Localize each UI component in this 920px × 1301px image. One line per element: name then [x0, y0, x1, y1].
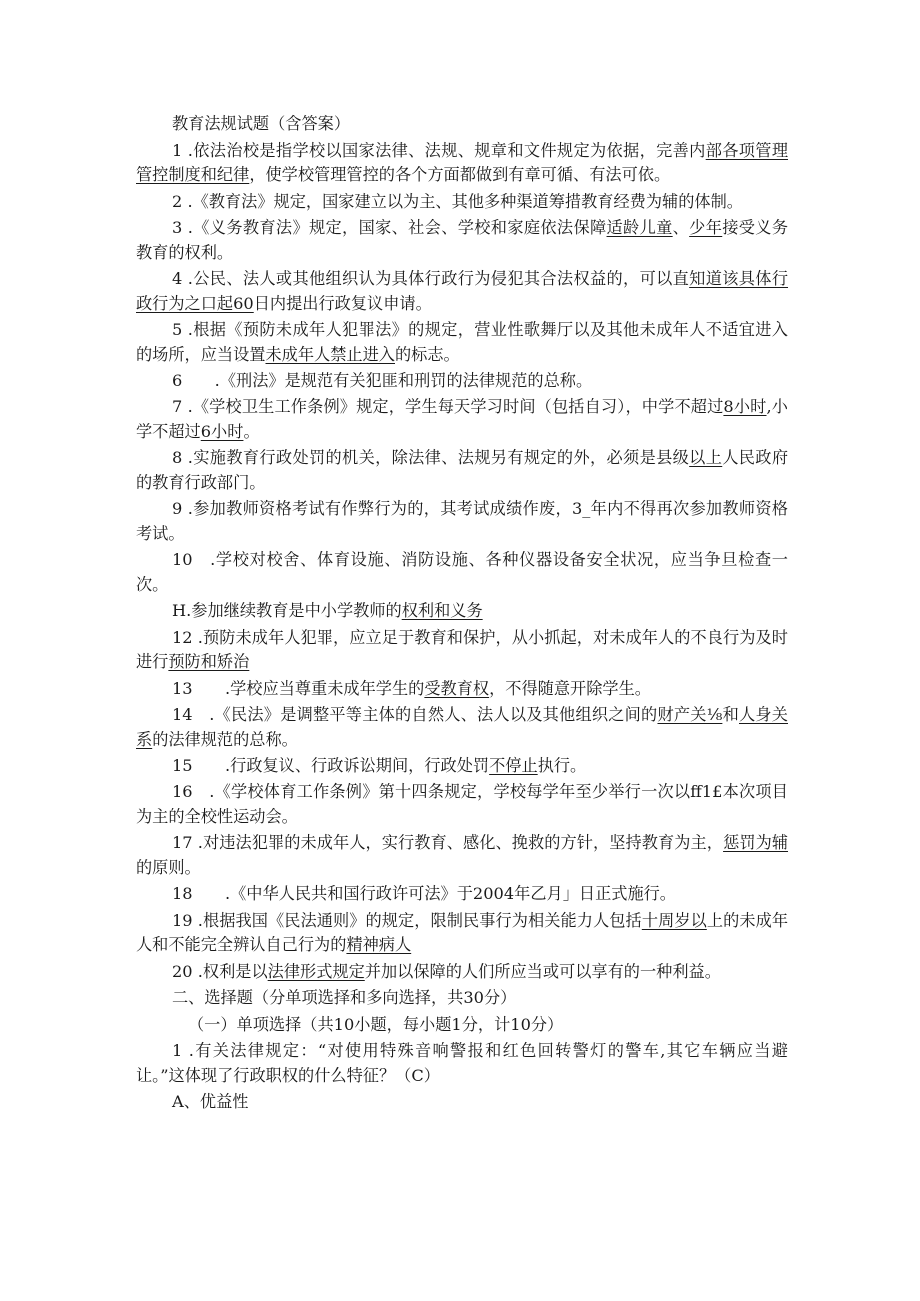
- question-q13: [136, 677, 788, 702]
- question-text: 和: [722, 705, 739, 725]
- document-body: [136, 112, 788, 1116]
- question-text: 19 .根据我国《民法通则》的规定，限制民事行为相关能力人包括: [172, 910, 642, 930]
- question-text: 。: [243, 421, 260, 441]
- question-q10: [136, 548, 788, 597]
- question-q12: [136, 626, 788, 675]
- question-text: 执行。: [537, 756, 587, 775]
- question-text: 16 .《学校体育工作条例》第十四条规定，学校每学年至少举行一次以ff1£本次项目为主的全校性运动会。: [136, 782, 788, 826]
- question-text: 5 .根据《预防未成年人犯罪法》的规定，营业性歌舞厅以及其他未成年人不适宜进入的场所，应当设置: [136, 319, 788, 364]
- answer-blank: 法律形式规定: [267, 961, 365, 981]
- answer-blank: 不停止: [489, 756, 538, 775]
- question-text: 10 .学校对校舍、体育设施、消防设施、各种仪器设备安全状况，应当争旦检查一次。: [136, 550, 788, 594]
- question-q14: [136, 703, 788, 752]
- question-q1: [136, 139, 788, 188]
- question-q15: [136, 754, 788, 779]
- question-q11: [136, 599, 788, 624]
- question-text: 2 .《教育法》规定，国家建立以为主、其他多种渠道筹措教育经费为辅的体制。: [172, 191, 743, 211]
- question-text: 接受义务教育的权利。: [136, 217, 789, 262]
- question-text: 13 .学校应当尊重未成年学生的: [172, 678, 425, 698]
- question-text: 上的未成年人和不能完全辨认自己行为的: [136, 910, 789, 955]
- question-text: 6 .《刑法》是规范有关犯匪和刑罚的法律规范的总称。: [172, 370, 593, 390]
- question-text: ,小学不超过: [136, 397, 788, 441]
- question-q18: [136, 882, 788, 907]
- question-text: 3 .《义务教育法》规定，国家、社会、学校和家庭依法保障: [172, 217, 607, 237]
- answer-blank: 十周岁以: [641, 910, 707, 930]
- answer-blank: 财产关⅛: [657, 705, 723, 725]
- section-heading: 二、选择题（分单项选择和多向选择，共30分）: [172, 988, 517, 1008]
- question-q2: [136, 190, 788, 215]
- question-q3: [136, 216, 788, 265]
- answer-blank: 惩罚为辅: [723, 833, 789, 853]
- answer-blank: 少年: [689, 217, 723, 237]
- answer-blank: 权利和义务: [401, 601, 483, 621]
- question-text: ，使学校管理管控的各个方面都做到有章可循、有法可依。: [249, 165, 671, 185]
- question-text: 8 .实施教育行政处罚的机关，除法律、法规另有规定的外，必须是县级: [172, 448, 690, 468]
- question-q17: [136, 831, 788, 880]
- question-text: 17 .对违法犯罪的未成年人，实行教育、感化、挽救的方针，坚持教育为主，: [172, 833, 724, 853]
- question-text: H.参加继续教育是中小学教师的: [172, 601, 402, 621]
- question-q9: [136, 497, 788, 546]
- answer-blank: 适龄儿童: [606, 217, 673, 237]
- question-text: 4 .公民、法人或其他组织认为具体行政行为侵犯其合法权益的，可以直: [172, 268, 690, 288]
- question-text: 15 .行政复议、行政诉讼期间，行政处罚: [172, 756, 490, 775]
- question-text: 的原则。: [136, 857, 201, 877]
- question-text: 1 .依法治校是指学校以国家法律、法规、规章和文件规定为依据，完善内: [172, 140, 706, 160]
- question-text: 、: [672, 217, 690, 237]
- answer-blank: 人身关系: [136, 705, 788, 749]
- question-text: 7 .《学校卫生工作条例》规定，学生每天学习时间（包括自习），中学不超过: [172, 397, 724, 417]
- question-text: 的法律规范的总称。: [152, 729, 298, 749]
- choice-option-a: A、优益性: [172, 1091, 249, 1111]
- question-text: 并加以保障的人们所应当或可以享有的一种利益。: [364, 961, 721, 981]
- fill-in-questions: [136, 139, 788, 985]
- answer-blank: 以上: [689, 448, 723, 468]
- question-text: 18 .《中华人民共和国行政许可法》于2004年乙月」日正式施行。: [172, 884, 676, 904]
- answer-blank: 预防和矫治: [168, 652, 250, 672]
- answer-blank: 未成年人禁止进入: [265, 344, 395, 364]
- question-text: 14 .《民法》是调整平等主体的自然人、法人以及其他组织之间的: [172, 705, 658, 725]
- document-title: 教育法规试题（含答案）: [172, 114, 351, 133]
- question-q5: [136, 318, 788, 367]
- question-text: 20 .权利是以: [172, 961, 268, 981]
- answer-blank: 知道该具体行政行为之口起60: [136, 268, 789, 313]
- question-q7: [136, 395, 788, 444]
- answer-blank: 8小时: [723, 397, 767, 417]
- question-text: 9 .参加教师资格考试有作弊行为的，其考试成绩作废，3_年内不得再次参加教师资格考试。: [136, 499, 788, 543]
- question-q20: [136, 960, 788, 985]
- question-q19: [136, 909, 788, 958]
- question-q6: [136, 369, 788, 394]
- answer-blank: 受教育权: [424, 678, 490, 698]
- question-text: ，不得随意开除学生。: [489, 678, 651, 698]
- question-text: 12 .预防未成年人犯罪，应立足于教育和保护，从小抓起，对未成年人的不良行为及时进行: [136, 627, 788, 672]
- answer-blank: 精神病人: [346, 935, 412, 955]
- question-text: 人民政府的教育行政部门。: [136, 448, 789, 492]
- answer-blank: 部各项管理管控制度和纪律: [136, 140, 789, 185]
- question-text: 的标志。: [395, 344, 460, 364]
- question-q4: [136, 267, 788, 316]
- subsection-heading: （一）单项选择（共10小题，每小题1分，计10分）: [188, 1014, 564, 1034]
- question-q8: [136, 446, 788, 495]
- question-q16: [136, 780, 788, 829]
- answer-blank: 6小时: [200, 421, 244, 441]
- question-text: 日内提出行政复议申请。: [253, 293, 432, 313]
- choice-question-1: 1 .有关法律规定：“对使用特殊音响警报和红色回转警灯的警车,其它车辆应当避让。”这体现了行政职权的什么特征？（C）: [136, 1040, 788, 1085]
